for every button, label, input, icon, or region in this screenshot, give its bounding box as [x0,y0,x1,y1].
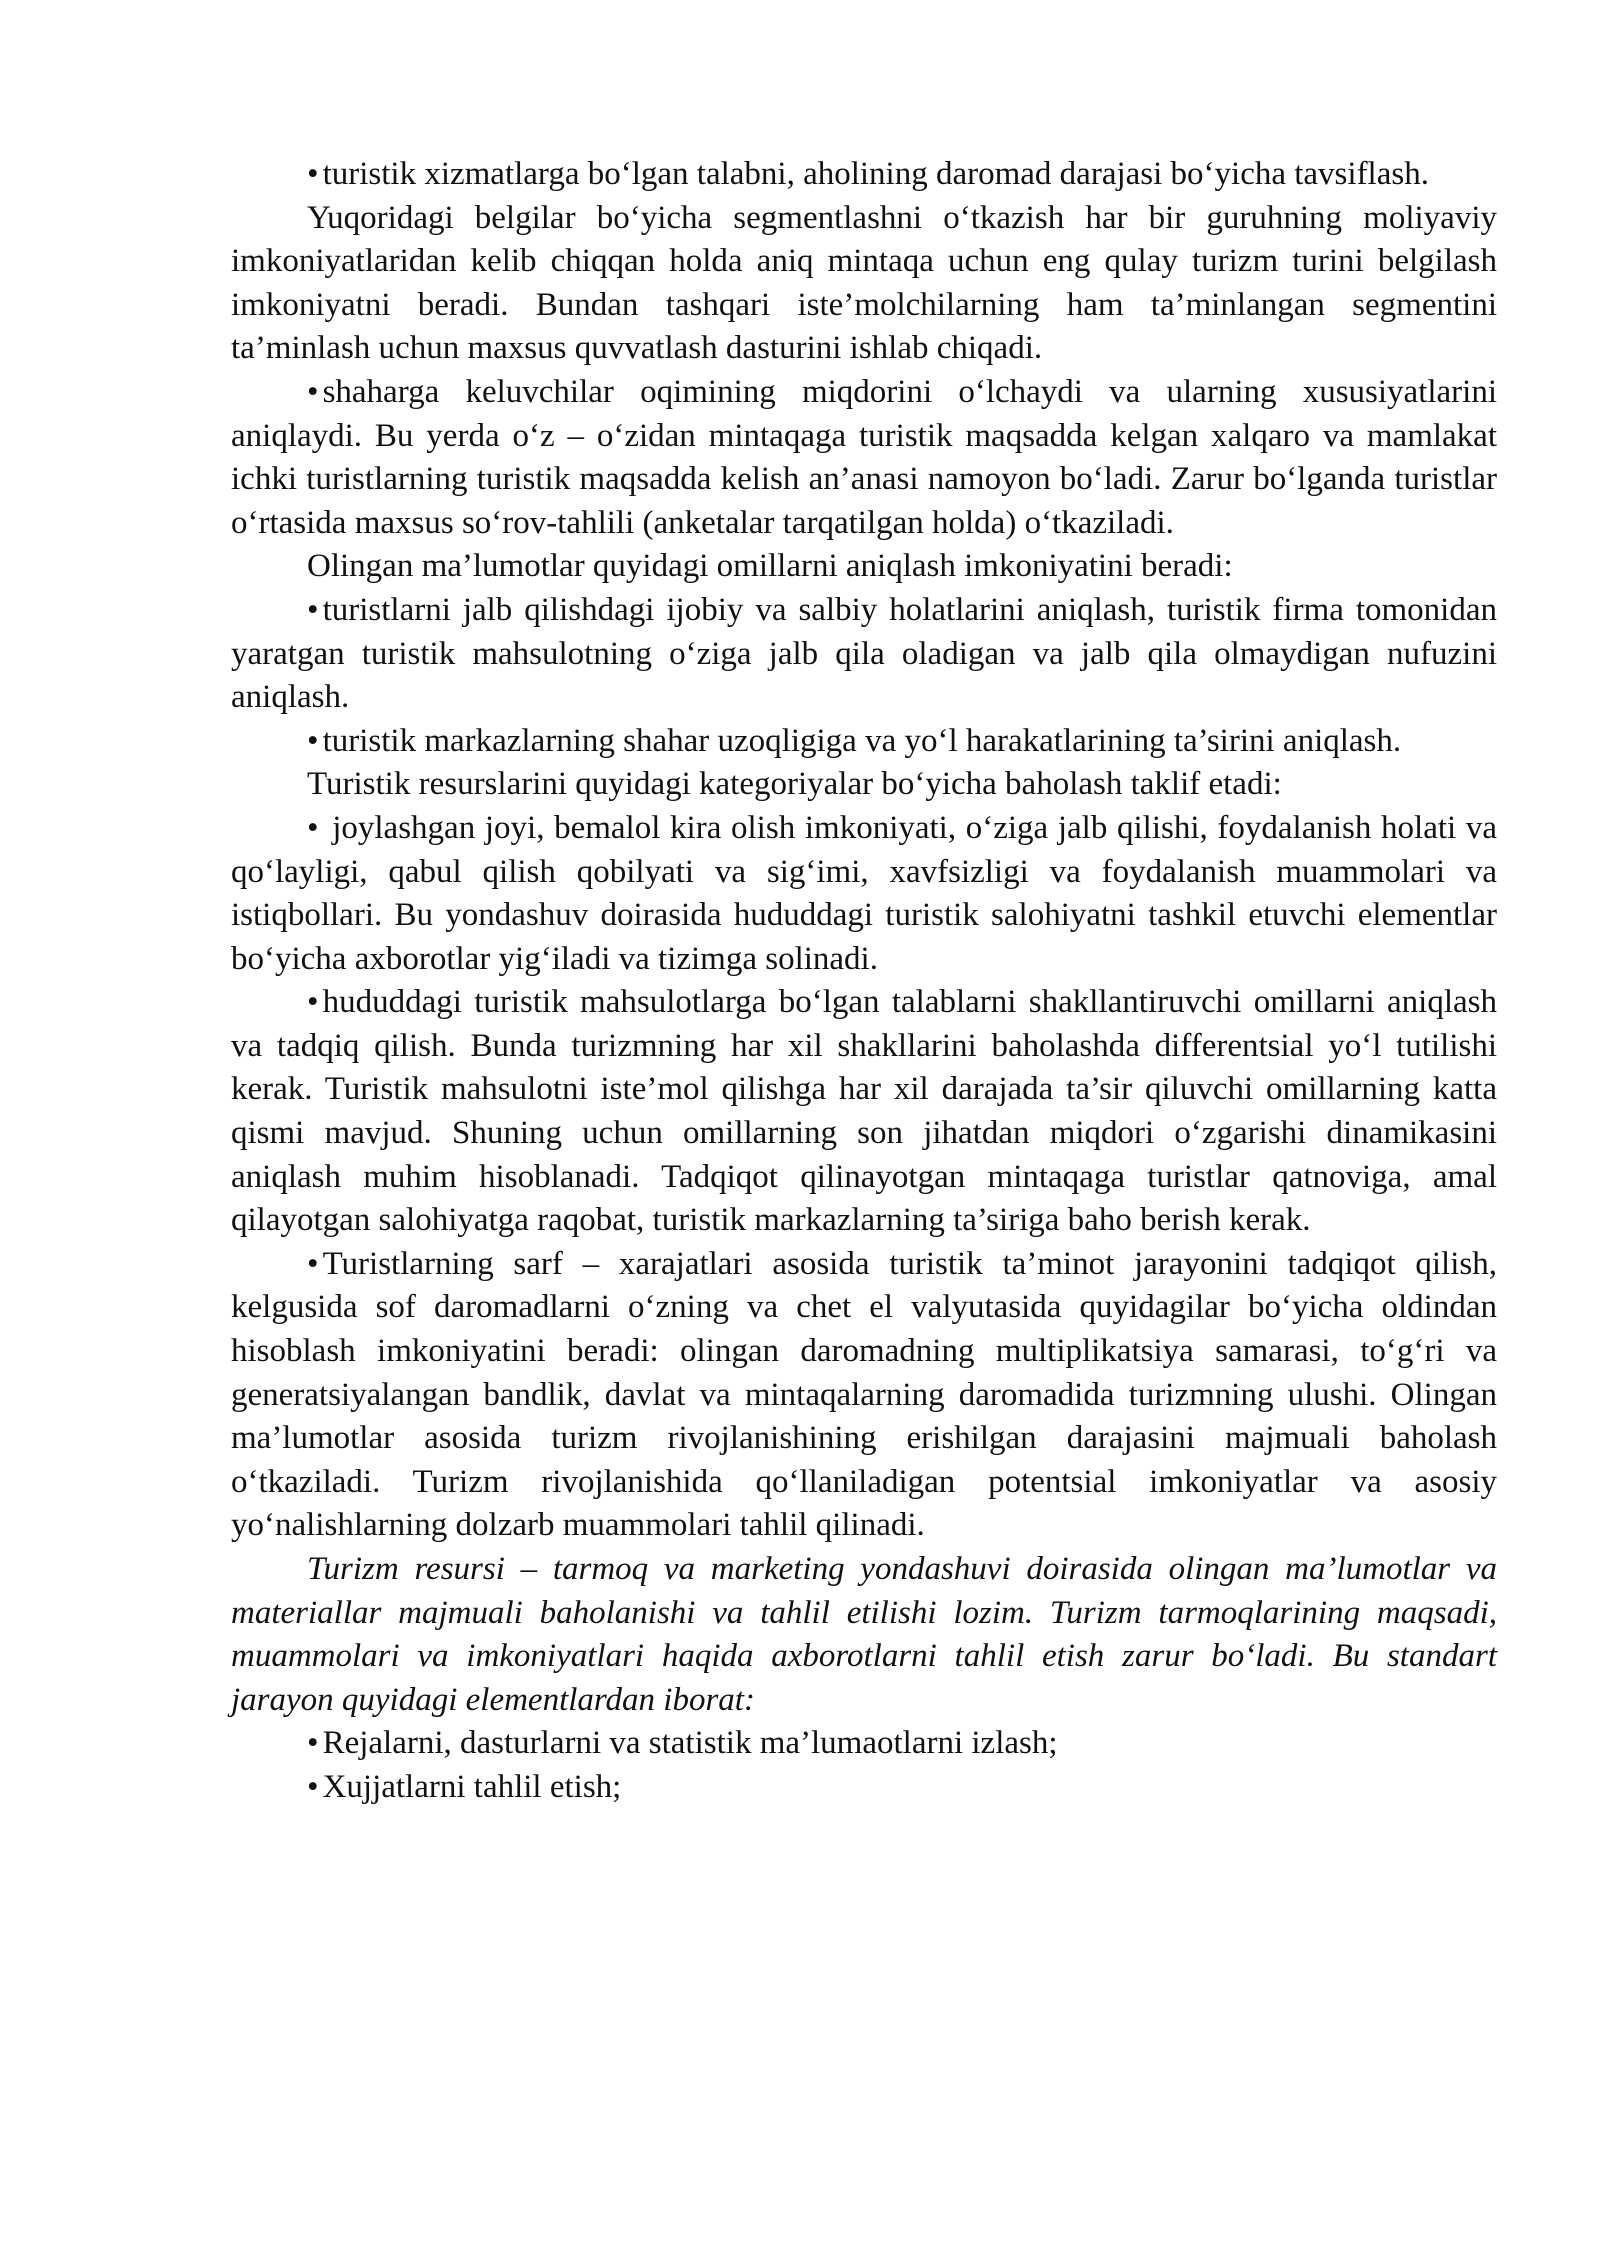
bullet-item [231,1722,1497,1766]
paragraph [231,545,1497,589]
bullet-item [231,153,1497,197]
document-page [231,153,1497,1810]
paragraph-text: turistik xizmatlarga bo‘lgan talabni, aholining daromad darajasi bo‘yicha tavsiflash. [322,156,1429,192]
bullet-item [231,589,1497,720]
bullet-icon: • [307,156,319,192]
paragraph [231,197,1497,371]
paragraph-text: Turistlarning sarf – xarajatlari asosida turistik ta’minot jarayonini tadqiqot qilish, kelgusida sof daromadlarni o‘zning va chet el valyutasida quyidagilar bo‘yicha oldindan hisoblash imkoniyatini beradi: olingan daromadning multiplikatsiya samarasi, to‘g‘ri va generatsiyalangan bandlik, davlat va mintaqalarning daromadida turizmning ulushi. Olingan ma’lumotlar asosida turizm rivojlanishining erishilgan darajasini majmuali baholash o‘tkaziladi. Turizm rivojlanishida qo‘llaniladigan potentsial imkoniyatlar va asosiy yo‘nalishlarning dolzarb muammolari tahlil qilinadi. [231,1245,1497,1544]
paragraph-text: joylashgan joyi, bemalol kira olish imkoniyati, o‘ziga jalb qilishi, foydalanish holati va qo‘layligi, qabul qilish qobilyati va sig‘imi, xavfsizligi va foydalanish muammolari va istiqbollari. Bu yondashuv doirasida hududdagi turistik salohiyatni tashkil etuvchi elementlar bo‘yicha axborotlar yig‘iladi va tizimga solinadi. [231,809,1497,977]
bullet-icon: • [307,1768,319,1805]
bullet-icon: • [307,1245,319,1282]
paragraph-text: Yuqoridagi belgilar bo‘yicha segmentlashni o‘tkazish har bir guruhning moliyaviy imkoniyatlaridan kelib chiqqan holda aniq mintaqa uchun eng qulay turizm turini belgilash imkoniyatni beradi. Bundan tashqari iste’molchilarning ham ta’minlangan segmentini ta’minlash uchun maxsus quvvatlash dasturini ishlab chiqadi. [231,199,1497,367]
paragraph [231,763,1497,807]
paragraph-text: Xujjatlarni tahlil etish; [322,1768,622,1805]
paragraph-text: hududdagi turistik mahsulotlarga bo‘lgan talablarni shakllantiruvchi omillarni aniqlash va tadqiq qilish. Bunda turizmning har xil shakllarini baholashda differentsial yo‘l tutilishi kerak. Turistik mahsulotni iste’mol qilishga har xil darajada ta’sir qiluvchi omillarning katta qismi mavjud. Shuning uchun omillarning son jihatdan miqdori o‘zgarishi dinamikasini aniqlash muhim hisoblanadi. Tadqiqot qilinayotgan mintaqaga turistlar qatnoviga, amal qilayotgan salohiyatga raqobat, turistik markazlarning ta’siriga baho berish kerak. [231,984,1497,1239]
bullet-item [231,720,1497,764]
paragraph-text: turistlarni jalb qilishdagi ijobiy va salbiy holatlarini aniqlash, turistik firma tomonidan yaratgan turistik mahsulotning o‘ziga jalb qila oladigan va jalb qila olmaydigan nufuzini aniqlash. [231,591,1497,716]
bullet-icon: • [307,373,319,410]
paragraph-text: Turistik resurslarini quyidagi kategoriyalar bo‘yicha baholash taklif etadi: [307,766,1282,803]
bullet-item [231,807,1497,981]
italic-paragraph [231,1548,1497,1722]
bullet-item [231,1766,1497,1810]
paragraph-text: turistik markazlarning shahar uzoqligiga va yo‘l harakatlarining ta’sirini aniqlash. [322,722,1402,759]
bullet-item [231,1243,1497,1548]
paragraph-text: Turizm resursi – tarmoq va marketing yondashuvi doirasida olingan ma’lumotlar va materiallar majmuali baholanishi va tahlil etilishi lozim. Turizm tarmoqlarining maqsadi, muammolari va imkoniyatlari haqida axborotlarni tahlil etish zarur bo‘ladi. Bu standart jarayon quyidagi elementlardan iborat: [231,1551,1497,1718]
paragraph-text: Rejalarni, dasturlarni va statistik ma’lumaotlarni izlash; [322,1725,1058,1762]
bullet-icon: • [307,591,319,628]
bullet-icon: • [307,809,319,846]
bullet-icon: • [307,722,319,759]
bullet-item [231,371,1497,545]
bullet-icon: • [307,1725,319,1762]
bullet-icon: • [307,984,319,1021]
paragraph-text: shaharga keluvchilar oqimining miqdorini o‘lchaydi va ularning xususiyatlarini aniqlaydi. Bu yerda o‘z – o‘zidan mintaqaga turistik maqsadda kelgan xalqaro va mamlakat ichki turistlarning turistik maqsadda kelish an’anasi namoyon bo‘ladi. Zarur bo‘lganda turistlar o‘rtasida maxsus so‘rov-tahlili (anketalar tarqatilgan holda) o‘tkaziladi. [231,373,1497,541]
bullet-item [231,981,1497,1243]
paragraph-text: Olingan ma’lumotlar quyidagi omillarni aniqlash imkoniyatini beradi: [307,548,1233,585]
